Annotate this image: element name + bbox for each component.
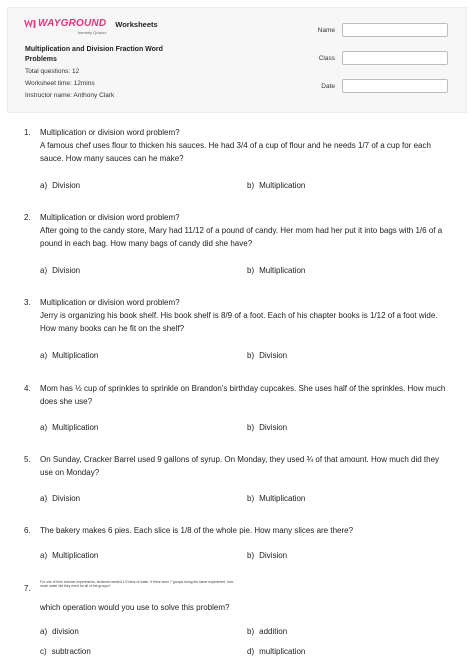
option-text: Multiplication xyxy=(259,181,306,190)
option-letter: a) xyxy=(40,181,48,190)
question-line: After going to the candy store, Mary had 11/12 of a pound of candy. Her mom had her put it into bags with 1/6 of a pound in each bag. How many bags of candy did she have? xyxy=(40,226,443,248)
option-text: Multiplication xyxy=(52,551,99,560)
option-text: multiplication xyxy=(259,647,306,656)
question-text xyxy=(40,126,450,165)
option-text: Multiplication xyxy=(259,266,306,275)
question-line: Jerry is organizing his book shelf. His book shelf is 8/9 of a foot. Each of his chapter books is 1/12 of a foot wide. How many books can he fit on the shelf? xyxy=(40,311,438,333)
total-questions: Total questions: 12 xyxy=(25,68,80,75)
option-letter: c) xyxy=(40,647,47,656)
brand-row xyxy=(24,18,158,35)
option-a[interactable] xyxy=(40,626,79,637)
question-line: On Sunday, Cracker Barrel used 9 gallons of syrup. On Monday, they used ¾ of that amount. How much did they use on Monday? xyxy=(40,455,440,477)
question-text xyxy=(40,296,450,335)
wayground-logo-icon xyxy=(24,19,36,29)
question-number: 7. xyxy=(24,584,31,593)
option-letter: a) xyxy=(40,494,48,503)
option-b[interactable] xyxy=(247,350,287,361)
option-a[interactable] xyxy=(40,265,80,276)
option-b[interactable] xyxy=(247,422,287,433)
option-letter: a) xyxy=(40,627,48,636)
option-letter: a) xyxy=(40,423,48,432)
option-text: Multiplication xyxy=(52,351,99,360)
option-b[interactable] xyxy=(247,180,305,191)
question-line: Multiplication or division word problem? xyxy=(40,213,180,222)
date-input[interactable] xyxy=(342,79,448,93)
date-field-row xyxy=(307,79,448,93)
option-letter: a) xyxy=(40,266,48,275)
question-text xyxy=(40,524,450,537)
option-text: Division xyxy=(259,551,288,560)
question-number: 1. xyxy=(24,128,31,137)
option-letter: a) xyxy=(40,551,48,560)
name-label: Name xyxy=(317,26,335,34)
option-b[interactable] xyxy=(247,626,287,637)
worksheet-title: Multiplication and Division Fraction Word Problems xyxy=(25,46,163,63)
option-a[interactable] xyxy=(40,350,98,361)
name-input[interactable] xyxy=(342,23,448,37)
worksheet-time: Worksheet time: 12mins xyxy=(25,80,95,87)
brand-logo[interactable] xyxy=(24,18,106,35)
class-field-row xyxy=(307,51,448,65)
question-text xyxy=(40,211,450,250)
question-number: 2. xyxy=(24,213,31,222)
option-text: Multiplication xyxy=(52,423,99,432)
question-number: 6. xyxy=(24,526,31,535)
option-text: division xyxy=(52,627,79,636)
option-letter: b) xyxy=(247,627,255,636)
option-text: Division xyxy=(52,266,81,275)
question-number: 3. xyxy=(24,298,31,307)
option-a[interactable] xyxy=(40,180,80,191)
option-letter: b) xyxy=(247,494,255,503)
question-line: Multiplication or division word problem? xyxy=(40,298,180,307)
option-b[interactable] xyxy=(247,265,305,276)
class-input[interactable] xyxy=(342,51,448,65)
option-letter: b) xyxy=(247,423,255,432)
option-a[interactable] xyxy=(40,493,80,504)
question-image-text: For one of their science experiments, students needed 1/2 liters of water. If there were 7 groups doing the same experiment, how much water did they need for all of the groups? xyxy=(40,580,234,589)
date-label: Date xyxy=(321,82,335,90)
option-letter: a) xyxy=(40,351,48,360)
worksheet-header xyxy=(7,7,467,113)
option-a[interactable] xyxy=(40,550,98,561)
question-number: 5. xyxy=(24,455,31,464)
option-letter: b) xyxy=(247,181,255,190)
option-text: Division xyxy=(52,181,81,190)
question-line: Mom has ½ cup of sprinkles to sprinkle on Brandon's birthday cupcakes. She uses half of the sprinkles. How much does she use? xyxy=(40,384,446,406)
question-number: 4. xyxy=(24,384,31,393)
question-line: Multiplication or division word problem? xyxy=(40,128,180,137)
option-b[interactable] xyxy=(247,493,305,504)
instructor-name: Instructor name: Anthony Clark xyxy=(25,92,115,99)
brand-name: WAYGROUND xyxy=(38,18,107,29)
question-text: which operation would you use to solve this problem? xyxy=(40,603,230,612)
class-label: Class xyxy=(318,54,335,62)
option-text: Division xyxy=(259,423,288,432)
option-letter: b) xyxy=(247,266,255,275)
option-text: Multiplication xyxy=(259,494,306,503)
option-text: subtraction xyxy=(51,647,91,656)
option-letter: b) xyxy=(247,551,255,560)
name-field-row xyxy=(307,23,448,37)
option-c[interactable] xyxy=(40,646,91,657)
option-text: Division xyxy=(52,494,81,503)
option-letter: d) xyxy=(247,647,255,656)
worksheets-label: Worksheets xyxy=(115,20,158,29)
brand-subtitle: formerly Quizizz xyxy=(77,30,107,35)
question-line: The bakery makes 6 pies. Each slice is 1/8 of the whole pie. How many slices are there? xyxy=(40,526,354,535)
option-d[interactable] xyxy=(247,646,305,657)
option-text: Division xyxy=(259,351,288,360)
question-text xyxy=(40,382,450,408)
option-text: addition xyxy=(259,627,288,636)
option-a[interactable] xyxy=(40,422,98,433)
option-letter: b) xyxy=(247,351,255,360)
question-line: A famous chef uses flour to thicken his sauces. He had 3/4 of a cup of flour and he needs 1/7 of a cup for each sauce. How many sauces can he make? xyxy=(40,141,431,163)
question-text xyxy=(40,453,450,479)
option-b[interactable] xyxy=(247,550,287,561)
